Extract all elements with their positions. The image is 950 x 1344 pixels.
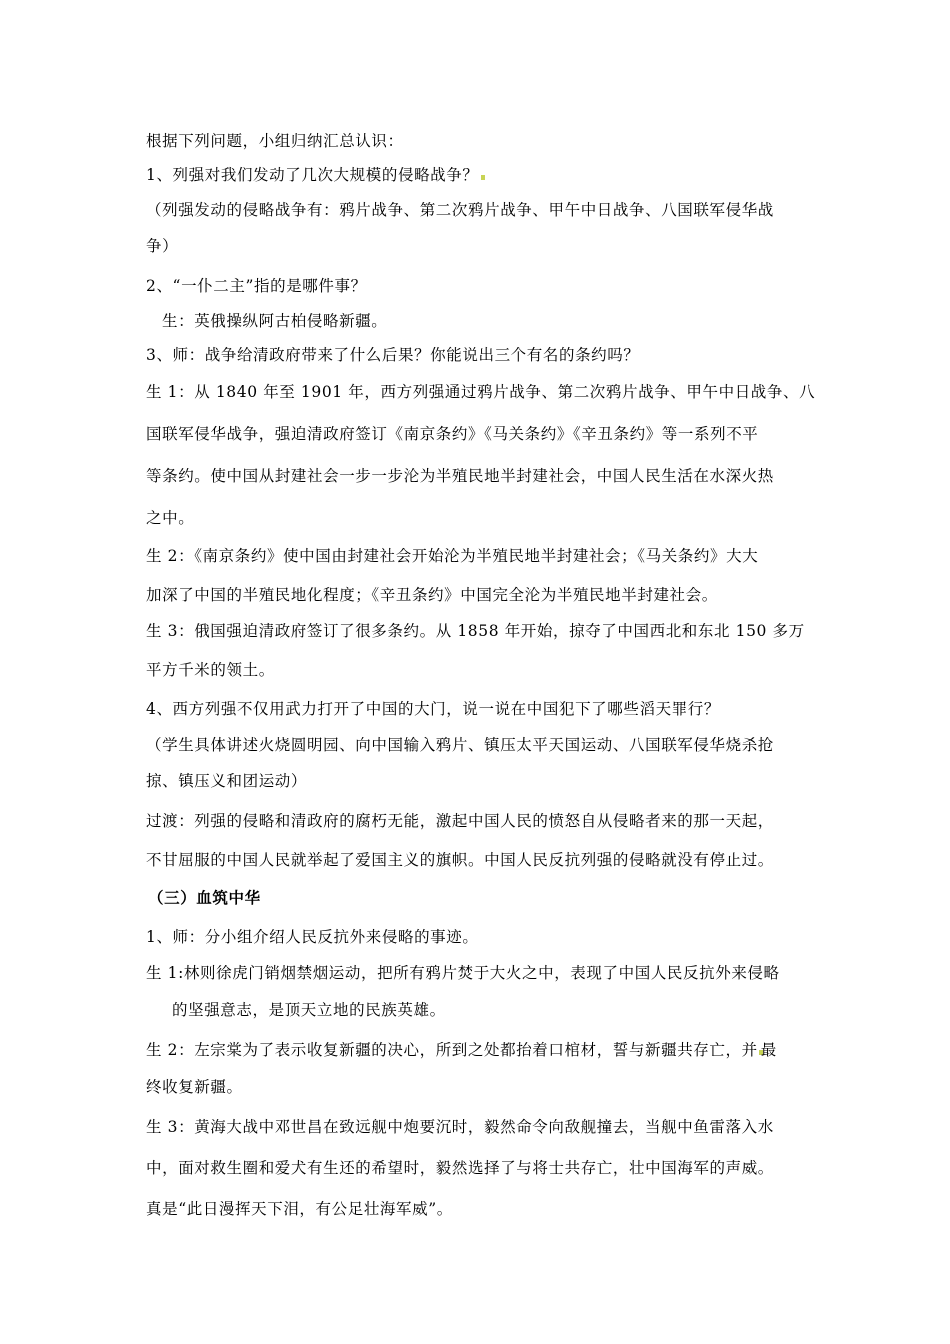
student-1-line-2: 国联军侵华战争，强迫清政府签订《南京条约》《马关条约》《辛丑条约》等一系列不平 [146, 425, 759, 443]
student-2b-text: 生 2：左宗棠为了表示收复新疆的决心，所到之处都抬着口棺材，誓与新疆共存亡，并 [146, 1041, 758, 1059]
student-2b-line-1 [146, 1040, 777, 1060]
question-1-text: 1、列强对我们发动了几次大规模的侵略战争？ [146, 166, 479, 184]
student-2-line-2: 加深了中国的半殖民地化程度；《辛丑条约》中国完全沦为半殖民地半封建社会。 [146, 586, 718, 604]
student-3b-line-1: 生 3：黄海大战中邓世昌在致远舰中炮要沉时，毅然命令向敌舰撞去，当舰中鱼雷落入水 [146, 1118, 774, 1136]
student-1b-line-2: 的坚强意志，是顶天立地的民族英雄。 [172, 1001, 446, 1019]
student-1-line-4: 之中。 [146, 509, 195, 527]
student-2b-end: 最 [760, 1041, 777, 1059]
answer-2: 生：英俄操纵阿古柏侵略新疆。 [162, 312, 388, 330]
student-1-line-1: 生 1：从 1840 年至 1901 年，西方列强通过鸦片战争、第二次鸦片战争、甲午中日战争、八 [146, 383, 816, 401]
student-2b-line-2: 终收复新疆。 [146, 1078, 243, 1096]
student-2-line-1: 生 2：《南京条约》使中国由封建社会开始沦为半殖民地半封建社会；《马关条约》大大 [146, 547, 759, 565]
answer-4-line-2: 掠、镇压义和团运动） [146, 772, 308, 790]
question-1 [146, 165, 485, 185]
highlight-mark [481, 175, 485, 180]
answer-1-line-1: （列强发动的侵略战争有：鸦片战争、第二次鸦片战争、甲午中日战争、八国联军侵华战 [146, 201, 774, 219]
student-1b-line-1: 生 1:林则徐虎门销烟禁烟运动，把所有鸦片焚于大火之中，表现了中国人民反抗外来侵略 [146, 964, 780, 982]
student-3b-line-3: 真是“此日漫挥天下泪，有公足壮海军威”。 [146, 1200, 453, 1218]
student-3-line-1: 生 3：俄国强迫清政府签订了很多条约。从 1858 年开始，掠夺了中国西北和东北 150 多万 [146, 622, 805, 640]
student-3-line-2: 平方千米的领土。 [146, 661, 275, 679]
section-heading: （三）血筑中华 [148, 888, 261, 907]
answer-4-line-1: （学生具体讲述火烧圆明园、向中国输入鸦片、镇压太平天国运动、八国联军侵华烧杀抢 [146, 736, 774, 754]
question-4: 4、西方列强不仅用武力打开了中国的大门，说一说在中国犯下了哪些滔天罪行？ [146, 700, 720, 718]
question-2: 2、“一仆二主”指的是哪件事？ [146, 277, 367, 295]
transition-line-2: 不甘屈服的中国人民就举起了爱国主义的旗帜。中国人民反抗列强的侵略就没有停止过。 [146, 851, 774, 869]
student-3b-line-2: 中，面对救生圈和爱犬有生还的希望时，毅然选择了与将士共存亡，壮中国海军的声威。 [146, 1159, 774, 1177]
question-3: 3、师：战争给清政府带来了什么后果？你能说出三个有名的条约吗？ [146, 346, 640, 364]
transition-line-1: 过渡：列强的侵略和清政府的腐朽无能，激起中国人民的愤怒自从侵略者来的那一天起， [146, 812, 774, 830]
answer-1-line-2: 争） [146, 237, 179, 255]
student-1-line-3: 等条约。使中国从封建社会一步一步沦为半殖民地半封建社会，中国人民生活在水深火热 [146, 467, 774, 485]
activity-1: 1、师：分小组介绍人民反抗外来侵略的事迹。 [146, 928, 479, 946]
intro-line: 根据下列问题，小组归纳汇总认识： [146, 132, 404, 150]
